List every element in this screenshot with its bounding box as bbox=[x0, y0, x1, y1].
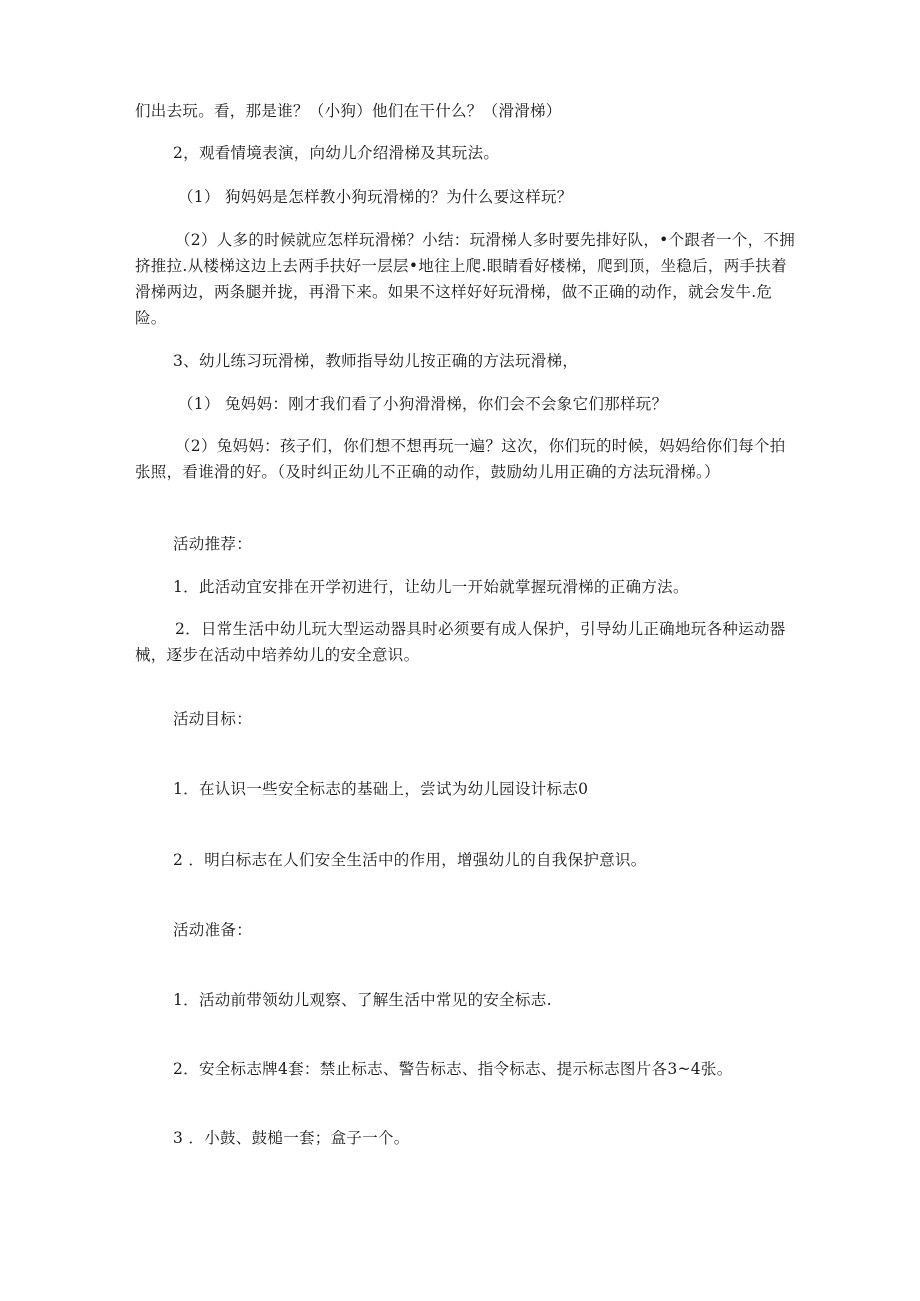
paragraph-step-2-1: （1） 狗妈妈是怎样教小狗玩滑梯的？为什么要这样玩？ bbox=[178, 188, 573, 206]
prep-item-3: 3 ．小鼓、鼓槌一套；盒子一个。 bbox=[173, 1129, 410, 1147]
paragraph-step-3-1: （1） 兔妈妈：刚才我们看了小狗滑滑梯，你们会不会象它们那样玩？ bbox=[178, 395, 668, 413]
paragraph-step-2: 2，观看情境表演，向幼儿介绍滑梯及其玩法。 bbox=[173, 144, 500, 162]
paragraph-step-3-2: （2）兔妈妈：孩子们，你们想不想再玩一遍？这次，你们玩的时候，妈妈给你们每个拍张照，看谁滑的好。（及时纠正幼儿不正确的动作，鼓励幼儿用正确的方法玩滑梯。） bbox=[135, 437, 786, 481]
heading-activity-recommend: 活动推荐： bbox=[173, 535, 253, 553]
prep-item-1: 1．活动前带领幼儿观察、了解生活中常见的安全标志. bbox=[173, 991, 552, 1009]
heading-activity-preparation: 活动准备： bbox=[173, 921, 253, 939]
goal-item-2: 2 ．明白标志在人们安全生活中的作用，增强幼儿的自我保护意识。 bbox=[173, 851, 647, 869]
heading-activity-goals: 活动目标： bbox=[173, 710, 253, 728]
paragraph-intro: 们出去玩。看，那是谁？（小狗）他们在干什么？（滑滑梯） bbox=[135, 102, 562, 120]
recommend-item-2: 2．日常生活中幼儿玩大型运动器具时必须要有成人保护，引导幼儿正确地玩各种运动器械，逐步在活动中培养幼儿的安全意识。 bbox=[135, 620, 786, 664]
goal-item-1: 1．在认识一些安全标志的基础上，尝试为幼儿园设计标志0 bbox=[173, 780, 589, 798]
paragraph-step-2-2: （2）人多的时候就应怎样玩滑梯？小结：玩滑梯人多时要先排好队，•个跟者一个，不拥挤推拉.从楼梯这边上去两手扶好一层层•地往上爬.眼睛看好楼梯，爬到顶，坐稳后，两手扶着滑梯两边，两条腿并拢，再滑下来。如果不这样好好玩滑梯，做不正确的动作，就会发牛.危险。 bbox=[135, 231, 796, 327]
prep-item-2: 2．安全标志牌4套：禁止标志、警告标志、指令标志、提示标志图片各3~4张。 bbox=[173, 1060, 733, 1078]
paragraph-step-3: 3、幼儿练习玩滑梯，教师指导幼儿按正确的方法玩滑梯， bbox=[173, 352, 579, 370]
recommend-item-1: 1．此活动宜安排在开学初进行，让幼儿一开始就掌握玩滑梯的正确方法。 bbox=[173, 578, 689, 596]
